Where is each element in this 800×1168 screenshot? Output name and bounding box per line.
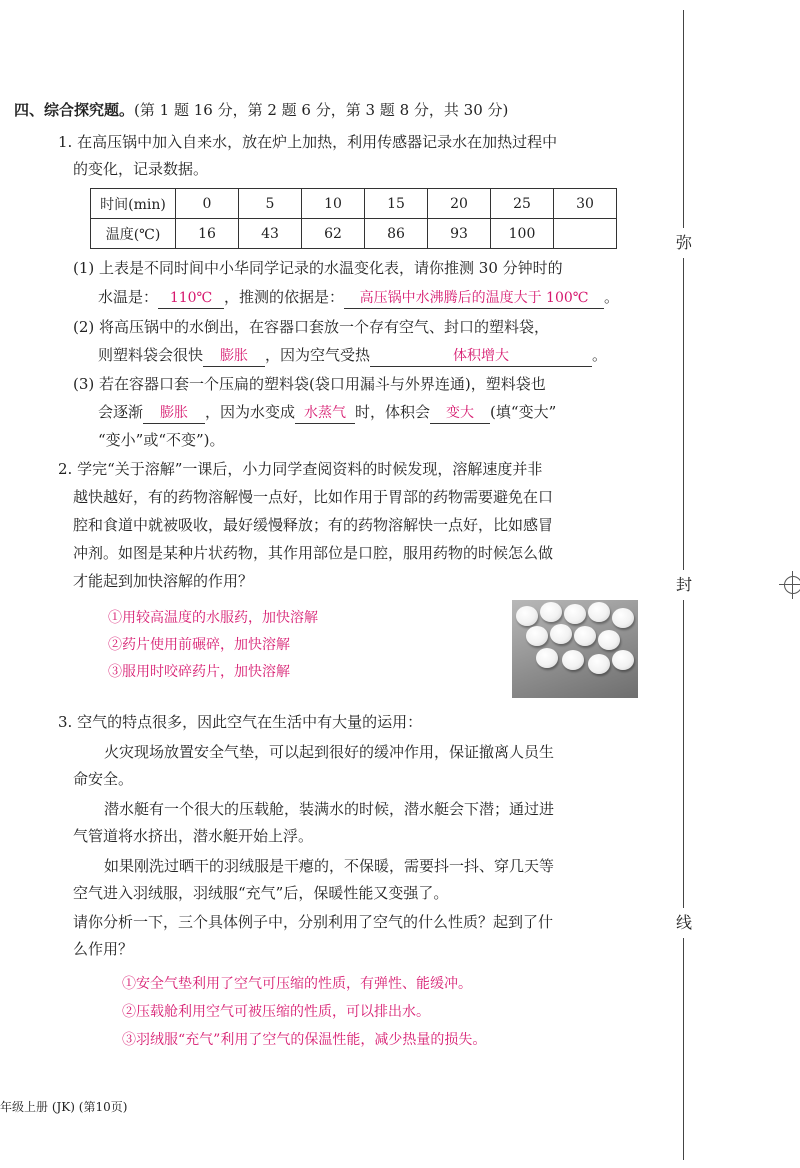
q1-part2-mid: ，因为空气受热	[265, 346, 371, 364]
q1-part3-mid2: 时，体积会	[355, 403, 431, 421]
table-cell: 时间(min)	[91, 189, 176, 219]
q1-part1-answer1[interactable]: 110℃	[158, 287, 224, 309]
q1-part3-mid1: ，因为水变成	[205, 403, 296, 421]
table-cell: 10	[302, 189, 365, 219]
q1-part1-end: 。	[604, 288, 620, 306]
q1-part1-line1: (1) 上表是不同时间中小华同学记录的水温变化表，请你推测 30 分钟时的	[73, 259, 563, 277]
q3-example3-line1: 如果刚洗过晒干的羽绒服是干瘪的，不保暖，需要抖一抖、穿几天等	[104, 857, 555, 875]
registration-mark	[784, 576, 800, 594]
q1-part3-answer3[interactable]: 变大	[430, 402, 490, 424]
table-row	[91, 189, 617, 219]
table-cell: 20	[428, 189, 491, 219]
binding-line-bottom	[683, 938, 684, 1160]
q1-part2-line1: (2) 将高压锅中的水倒出，在容器口套放一个存有空气、封口的塑料袋，	[73, 318, 550, 336]
q3-example2-line2: 气管道将水挤出，潜水艇开始上浮。	[73, 827, 314, 845]
q3-question-line1: 请你分析一下，三个具体例子中，分别利用了空气的什么性质？起到了什	[73, 913, 554, 931]
q1-part2-prefix: 则塑料袋会很快	[98, 346, 204, 364]
q2-line4: 冲剂。如图是某种片状药物，其作用部位是口腔，服用药物的时候怎么做	[73, 544, 554, 562]
table-row	[91, 219, 617, 249]
section-title: 四、综合探究题。	[14, 101, 135, 119]
q1-part2-line2	[98, 341, 607, 369]
tablet-medicine-photo	[512, 600, 638, 698]
q1-part3-answer2[interactable]: 水蒸气	[295, 402, 355, 424]
q3-answer-3: ③羽绒服“充气”利用了空气的保温性能，减少热量的损失。	[122, 1032, 487, 1048]
binding-line-mid2	[683, 600, 684, 908]
table-cell: 93	[428, 219, 491, 249]
q1-part1-answer2[interactable]: 高压锅中水沸腾后的温度大于 100℃	[344, 287, 604, 309]
q1-part3-line1: (3) 若在容器口套一个压扁的塑料袋(袋口用漏斗与外界连通)，塑料袋也	[73, 375, 546, 393]
page-footer: 年级上册 (JK) (第10页)	[0, 1100, 128, 1114]
q2-line3: 腔和食道中就被吸收，最好缓慢释放；有的药物溶解快一点好，比如感冒	[73, 516, 554, 534]
q1-part3-line2	[98, 398, 556, 426]
q3-answer-1: ①安全气垫利用了空气可压缩的性质，有弹性、能缓冲。	[122, 976, 472, 992]
q2-answer-3: ③服用时咬碎药片，加快溶解	[108, 664, 290, 680]
q1-part2-answer1[interactable]: 膨胀	[203, 345, 265, 367]
binding-char-xian: 线	[673, 912, 695, 934]
table-cell	[554, 219, 617, 249]
q1-part3-answer1[interactable]: 膨胀	[143, 402, 205, 424]
q3-example1-line1: 火灾现场放置安全气垫，可以起到很好的缓冲作用，保证撤离人员生	[104, 743, 555, 761]
q1-stem-line2: 的变化，记录数据。	[73, 160, 209, 178]
q1-part1-prefix: 水温是：	[98, 288, 159, 306]
q1-part3-prefix: 会逐渐	[98, 403, 144, 421]
table-cell: 15	[365, 189, 428, 219]
q2-answer-1: ①用较高温度的水服药，加快溶解	[108, 610, 318, 626]
q1-part2-end: 。	[592, 346, 608, 364]
table-cell: 43	[239, 219, 302, 249]
q3-answer-2: ②压载舱利用空气可被压缩的性质，可以排出水。	[122, 1004, 430, 1020]
table-cell: 16	[176, 219, 239, 249]
binding-line-top	[683, 10, 684, 228]
q2-line1: 2. 学完“关于溶解”一课后，小力同学查阅资料的时候发现，溶解速度并非	[58, 460, 543, 478]
table-cell: 100	[491, 219, 554, 249]
q1-part3-end: (填“变大”	[490, 403, 557, 421]
q1-part1-line2	[98, 283, 619, 311]
q3-example3-line2: 空气进入羽绒服，羽绒服“充气”后，保暖性能又变强了。	[73, 884, 449, 902]
q2-answer-2: ②药片使用前碾碎，加快溶解	[108, 637, 290, 653]
binding-char-mi: 弥	[673, 232, 695, 254]
table-cell: 86	[365, 219, 428, 249]
q3-example2-line1: 潜水艇有一个很大的压载舱，装满水的时候，潜水艇会下潜；通过进	[104, 800, 555, 818]
q2-line2: 越快越好，有的药物溶解慢一点好，比如作用于胃部的药物需要避免在口	[73, 488, 554, 506]
q3-example1-line2: 命安全。	[73, 770, 134, 788]
binding-line-mid1	[683, 258, 684, 570]
section-score-note: (第 1 题 16 分，第 2 题 6 分，第 3 题 8 分，共 30 分)	[134, 101, 509, 119]
table-cell: 温度(℃)	[91, 219, 176, 249]
q2-line5: 才能起到加快溶解的作用？	[73, 572, 254, 590]
section-heading	[14, 96, 508, 124]
q3-question-line2: 么作用？	[73, 940, 134, 958]
table-cell: 5	[239, 189, 302, 219]
q1-part1-mid: ，推测的依据是：	[224, 288, 345, 306]
q1-part3-line3: “变小”或“不变”)。	[98, 431, 225, 449]
q1-part2-answer2[interactable]: 体积增大	[370, 345, 592, 367]
table-cell: 25	[491, 189, 554, 219]
table-cell: 62	[302, 219, 365, 249]
table-cell: 0	[176, 189, 239, 219]
binding-char-feng: 封	[673, 574, 695, 596]
table-cell: 30	[554, 189, 617, 219]
q1-stem-line1: 1. 在高压锅中加入自来水，放在炉上加热，利用传感器记录水在加热过程中	[58, 133, 558, 151]
temperature-table	[90, 188, 617, 249]
q3-line1: 3. 空气的特点很多，因此空气在生活中有大量的运用：	[58, 713, 423, 731]
